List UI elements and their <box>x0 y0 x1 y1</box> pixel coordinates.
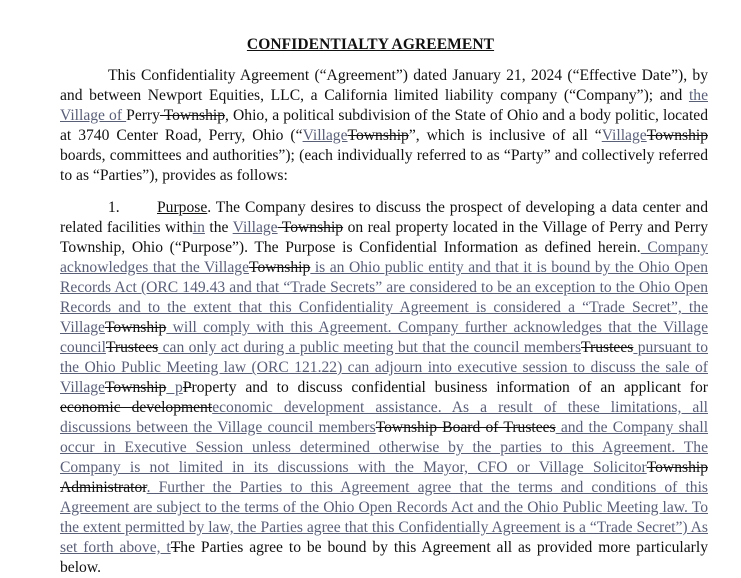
inserted-text: Village <box>302 127 348 144</box>
text-run: on real property located in the Village of Perry and Perry Township, Ohio (“Purpose”). The Purpose is Confidential Information as defined herein. <box>60 219 708 256</box>
inserted-text: will comply with this Agreement. Company further acknowledges that the Village council <box>60 319 708 356</box>
deleted-text: Township <box>646 127 708 144</box>
inserted-text: economic development assistance. As a result of these limitations, all discussions between the Village council members <box>60 399 708 436</box>
deleted-text: Township <box>104 379 167 396</box>
section-heading: Purpose <box>157 199 208 216</box>
deleted-text: economic development <box>60 399 213 416</box>
deleted-text: Township <box>277 219 344 236</box>
text-run: ”, which is inclusive of all “ <box>408 127 602 144</box>
document-title: CONFIDENTIALTY AGREEMENT <box>246 36 495 53</box>
inserted-text: and the Company shall occur in Executive Session unless determined otherwise by the parties to this Agreement. The Company is not limited in its discussions with the Mayor, CFO or Village Solicitor <box>60 419 709 476</box>
text-run: . The Company desires to discuss the prospect of developing a data center and related facilities with <box>60 199 708 236</box>
inserted-text: can only act during a public meeting but that the council members <box>158 339 582 356</box>
deleted-text: Trustees <box>581 339 634 356</box>
deleted-text: P <box>182 379 192 396</box>
inserted-text: in <box>192 219 205 236</box>
deleted-text: Trustees <box>105 339 159 356</box>
deleted-text: Township Board of Trustees <box>375 419 556 436</box>
inserted-text: Village <box>232 219 278 236</box>
text-run: This Confidentiality Agreement (“Agreement”) dated January 21, 2024 (“Effective Date”), by and between Newport Equities, LLC, a California limited liability company (“Company”); and <box>60 67 708 104</box>
inserted-text: Company acknowledges that the Village <box>60 239 708 276</box>
deleted-text: Township <box>159 107 226 124</box>
deleted-text: Township <box>249 259 311 276</box>
text-run: , Ohio, a political subdivision of the State of Ohio and a body politic, located at 3740 Center Road, Perry, Ohio (“ <box>60 107 709 144</box>
inserted-text: the Village of <box>60 87 708 124</box>
text-run: the <box>204 219 233 236</box>
inserted-text: is an Ohio public entity and that it is bound by the Ohio Open Records Act (ORC 149.43 and that “Trade Secrets” are considered to be an exception to the Ohio Open Records and to the extent that this Confidentiality Agreement is considered a “Trade Secret”, the Village <box>60 259 708 336</box>
text-run: he Parties agree to be bound by this Agreement all as provided more particularly below. <box>60 539 708 576</box>
inserted-text: pursuant to the Ohio Public Meeting law (ORC 121.22) can adjourn into executive session to discuss the sale of Village <box>60 339 709 396</box>
text-run: roperty and to discuss confidential business information of an applicant for <box>191 379 708 396</box>
deleted-text: Township Administrator <box>60 459 708 496</box>
deleted-text: Township <box>104 319 167 336</box>
deleted-text: T <box>170 539 181 556</box>
intro-paragraph <box>60 66 708 186</box>
section-number: 1. <box>108 199 120 216</box>
text-run: boards, committees and authorities”); (each individually referred to as “Party” and collectively referred to as “Parties”), provides as follows: <box>60 147 708 184</box>
text-run: Perry <box>126 107 160 124</box>
purpose-paragraph <box>60 198 708 578</box>
inserted-text: Village <box>601 127 647 144</box>
inserted-text: p <box>166 379 183 396</box>
inserted-text: . Further the Parties to this Agreement agree that the terms and conditions of this Agreement are subject to the terms of the Ohio Open Records Act and the Ohio Public Meeting law. To the extent permitted by law, the Parties agree that this Confidentially Agreement is a “Trade Secret”) As set forth above, t <box>60 479 708 556</box>
deleted-text: Township <box>347 127 409 144</box>
